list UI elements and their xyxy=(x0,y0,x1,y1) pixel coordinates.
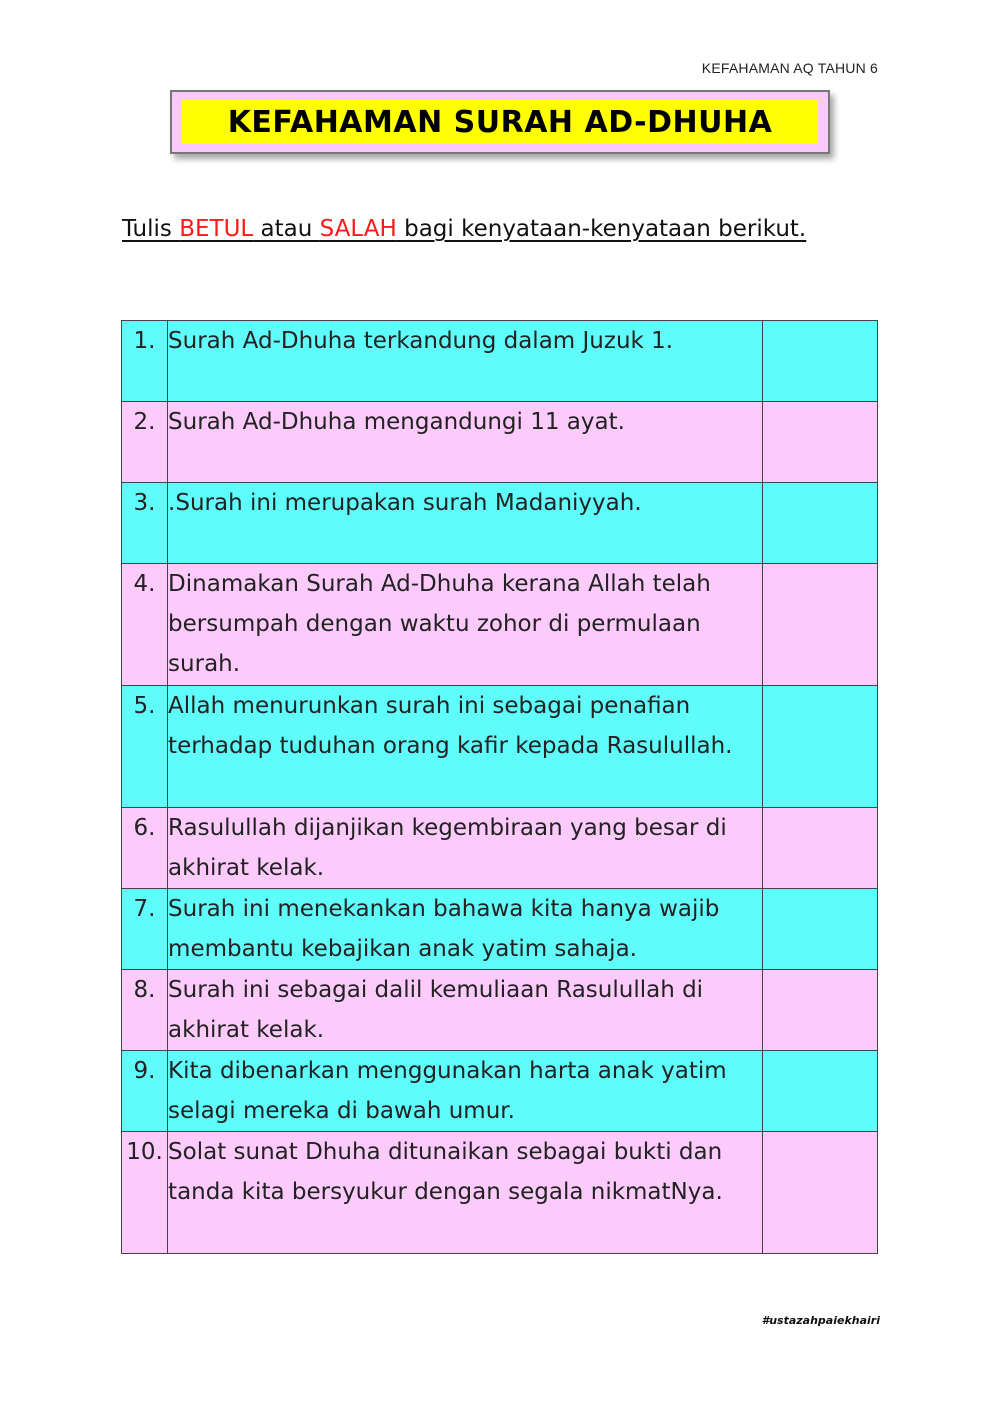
answer-cell[interactable] xyxy=(762,1051,877,1132)
row-statement: Dinamakan Surah Ad-Dhuha kerana Allah telah bersumpah dengan waktu zohor di permulaan surah. xyxy=(168,564,763,686)
answer-cell[interactable] xyxy=(762,686,877,808)
answer-cell[interactable] xyxy=(762,483,877,564)
footer-hashtag: #ustazahpaiekhairi xyxy=(761,1314,880,1327)
row-number: 3. xyxy=(122,483,168,564)
row-number: 4. xyxy=(122,564,168,686)
instruction-part-1: Tulis xyxy=(122,216,180,242)
answer-cell[interactable] xyxy=(762,889,877,970)
row-number: 6. xyxy=(122,808,168,889)
table-row xyxy=(122,970,878,1051)
table-row xyxy=(122,564,878,686)
table-row xyxy=(122,1132,878,1254)
table-row xyxy=(122,808,878,889)
answer-cell[interactable] xyxy=(762,1132,877,1254)
table-row xyxy=(122,686,878,808)
instruction-salah: SALAH xyxy=(319,216,397,242)
instruction-text xyxy=(122,216,806,242)
row-number: 8. xyxy=(122,970,168,1051)
row-statement: Surah ini menekankan bahawa kita hanya wajib membantu kebajikan anak yatim sahaja. xyxy=(168,889,763,970)
question-table xyxy=(121,320,878,1254)
answer-cell[interactable] xyxy=(762,402,877,483)
instruction-part-3: bagi kenyataan-kenyataan berikut. xyxy=(396,216,807,242)
instruction-part-2: atau xyxy=(253,216,320,242)
answer-cell[interactable] xyxy=(762,808,877,889)
document-header: KEFAHAMAN AQ TAHUN 6 xyxy=(701,60,878,76)
instruction-betul: BETUL xyxy=(179,216,254,242)
row-statement: Solat sunat Dhuha ditunaikan sebagai bukti dan tanda kita bersyukur dengan segala nikmatNya. xyxy=(168,1132,763,1254)
table-row xyxy=(122,889,878,970)
row-statement: Kita dibenarkan menggunakan harta anak yatim selagi mereka di bawah umur. xyxy=(168,1051,763,1132)
row-statement: Rasulullah dijanjikan kegembiraan yang besar di akhirat kelak. xyxy=(168,808,763,889)
answer-cell[interactable] xyxy=(762,321,877,402)
row-number: 10. xyxy=(122,1132,168,1254)
table-row xyxy=(122,1051,878,1132)
row-statement: .Surah ini merupakan surah Madaniyyah. xyxy=(168,483,763,564)
table-row xyxy=(122,402,878,483)
page-title: KEFAHAMAN SURAH AD-DHUHA xyxy=(182,100,818,144)
table-row xyxy=(122,321,878,402)
row-number: 1. xyxy=(122,321,168,402)
table-row xyxy=(122,483,878,564)
row-number: 5. xyxy=(122,686,168,808)
answer-cell[interactable] xyxy=(762,970,877,1051)
title-banner xyxy=(170,90,830,154)
row-number: 9. xyxy=(122,1051,168,1132)
row-statement: Surah ini sebagai dalil kemuliaan Rasulullah di akhirat kelak. xyxy=(168,970,763,1051)
row-statement: Allah menurunkan surah ini sebagai penafian terhadap tuduhan orang kafir kepada Rasulullah. xyxy=(168,686,763,808)
row-statement: Surah Ad-Dhuha terkandung dalam Juzuk 1. xyxy=(168,321,763,402)
answer-cell[interactable] xyxy=(762,564,877,686)
row-number: 7. xyxy=(122,889,168,970)
row-number: 2. xyxy=(122,402,168,483)
row-statement: Surah Ad-Dhuha mengandungi 11 ayat. xyxy=(168,402,763,483)
